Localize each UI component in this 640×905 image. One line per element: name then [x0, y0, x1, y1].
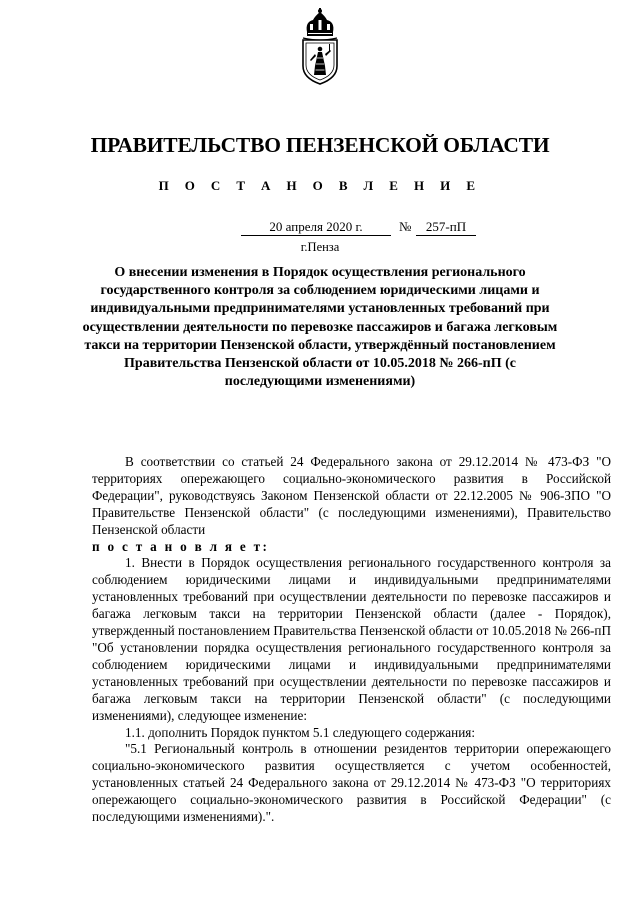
- decree-body: [92, 454, 611, 826]
- item-1-1-paragraph: 1.1. дополнить Порядок пунктом 5.1 следующего содержания:: [125, 724, 475, 740]
- decree-number: 257-пП: [416, 218, 476, 236]
- city: г.Пенза: [300, 240, 340, 254]
- item-5-1-paragraph: "5.1 Региональный контроль в отношении резидентов территории опережающего социально-экономического развития осуществляется с учетом особенностей, установленных статьей 24 Федерального закона от 29.12.2014 № 473-ФЗ "О территориях опережающего социально-экономического развития в Российской Федерации" (с последующими изменениями).".: [92, 741, 611, 825]
- coat-of-arms-emblem: [293, 8, 347, 86]
- number-sign: №: [399, 219, 412, 234]
- decree-subject: О внесении изменения в Порядок осуществления регионального государственного контроля за соблюдением юридическими лицами и индивидуальными предпринимателями установленных требований при осуществлении деятельности по перевозке пассажиров и багажа легковым такси на территории Пензенской области, утверждённый постановлением Правительства Пензенской области от 10.05.2018 № 266-пП (с последующими изменениями): [82, 265, 558, 390]
- organization-title: ПРАВИТЕЛЬСТВО ПЕНЗЕНСКОЙ ОБЛАСТИ: [90, 133, 550, 157]
- preamble-paragraph: В соответствии со статьей 24 Федерального закона от 29.12.2014 № 473-ФЗ "О территориях опережающего социально-экономического развития в Российской Федерации", руководствуясь Законом Пензенской области от 22.12.2005 № 906-ЗПО "О Правительстве Пензенской области" (с последующими изменениями), Правительство Пензенской области: [92, 454, 611, 537]
- date-number-line: [0, 218, 640, 238]
- decree-date: 20 апреля 2020 г.: [241, 218, 391, 236]
- document-type: П О С Т А Н О В Л Е Н И Е: [158, 178, 482, 193]
- item-1-paragraph: 1. Внести в Порядок осуществления регионального государственного контроля за соблюдением юридическими лицами и индивидуальными предпринимателями установленных требований при осуществлении деятельности по перевозке пассажиров и багажа легковым такси на территории Пензенской области (далее - Порядок), утвержденный постановлением Правительства Пензенской области от 10.05.2018 № 266-пП "Об установлении порядка осуществления регионального государственного контроля за соблюдением юридическими лицами и индивидуальными предпринимателями установленных требований при осуществлении деятельности по перевозке пассажиров и багажа легковым такси на территории Пензенской области" (с последующими изменениями), следующее изменение:: [92, 555, 611, 723]
- decrees-paragraph: [92, 539, 611, 556]
- decrees-word: п о с т а н о в л я е т:: [92, 538, 270, 554]
